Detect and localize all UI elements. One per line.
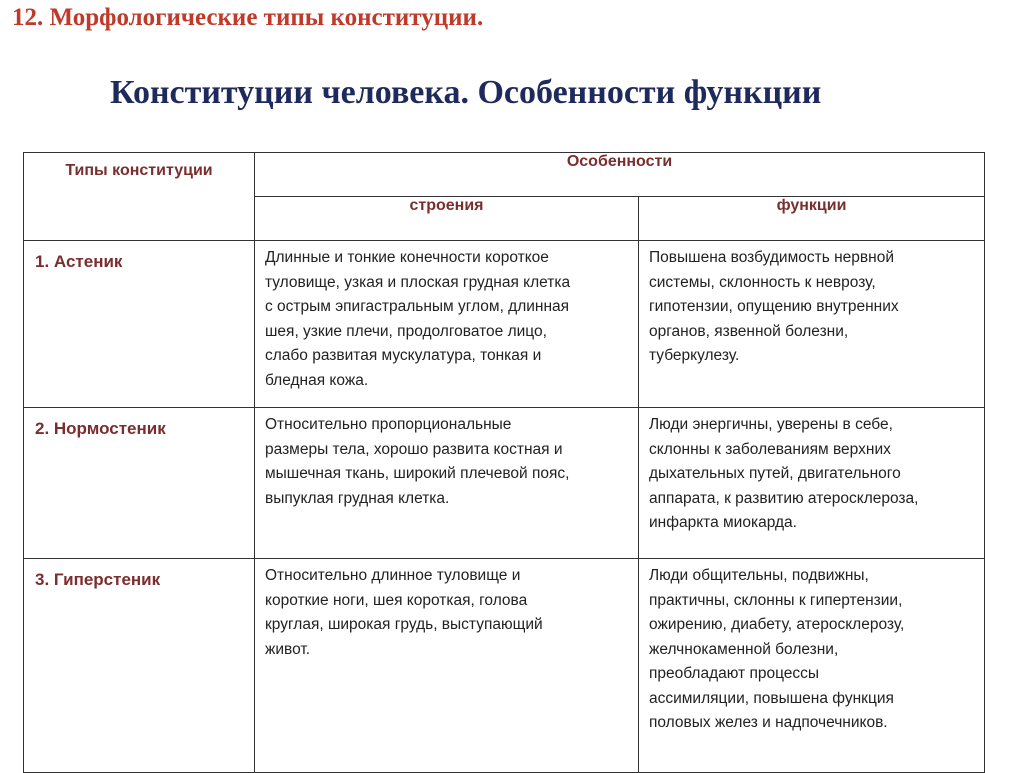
- text-line: преобладают процессы: [649, 665, 820, 682]
- column-header-structure: строения: [255, 197, 639, 241]
- text-line: склонны к заболеваниям верхних: [649, 440, 891, 458]
- text-line: слабо развитая мускулатура, тонкая и: [265, 347, 542, 364]
- type-name: 3. Гиперстеник: [24, 559, 255, 773]
- text-line: желчнокаменной болезни,: [649, 640, 839, 658]
- type-name: 1. Астеник: [24, 241, 255, 408]
- structure-cell: [255, 559, 639, 773]
- function-cell: [639, 241, 985, 408]
- table-row: [24, 559, 985, 773]
- text-line: половых желез и надпочечников.: [649, 714, 888, 731]
- structure-cell: [255, 241, 639, 408]
- type-name: 2. Нормостеник: [24, 408, 255, 559]
- column-header-features: Особенности: [255, 153, 985, 197]
- column-header-function: функции: [639, 197, 985, 241]
- page-title: Конституции человека. Особенности функции: [110, 74, 822, 111]
- function-cell: [639, 559, 985, 773]
- text-line: мышечная ткань, широкий плечевой пояс,: [265, 465, 570, 482]
- constitution-table: [23, 152, 985, 773]
- text-line: дыхательных путей, двигательного: [649, 465, 901, 482]
- text-line: Относительно пропорциональные: [265, 416, 512, 433]
- column-header-types: Типы конституции: [24, 153, 255, 241]
- text-line: бледная кожа.: [265, 371, 369, 389]
- text-line: Длинные и тонкие конечности короткое: [265, 249, 549, 266]
- text-line: живот.: [265, 640, 311, 658]
- text-line: системы, склонность к неврозу,: [649, 273, 876, 291]
- function-cell: [639, 408, 985, 559]
- text-line: инфаркта миокарда.: [649, 514, 797, 531]
- text-line: гипотензии, опущению внутренних: [649, 298, 899, 315]
- text-line: короткие ноги, шея короткая, голова: [265, 591, 528, 609]
- text-line: практичны, склонны к гипертензии,: [649, 591, 903, 609]
- header-title: 12. Морфологические типы конституции.: [12, 4, 484, 31]
- text-line: аппарата, к развитию атеросклероза,: [649, 489, 919, 507]
- text-line: Люди общительны, подвижны,: [649, 567, 869, 584]
- text-line: ассимиляции, повышена функция: [649, 689, 894, 707]
- text-line: круглая, широкая грудь, выступающий: [265, 616, 543, 633]
- table-header-row: [24, 153, 985, 197]
- text-line: Относительно длинное туловище и: [265, 567, 521, 584]
- text-line: ожирению, диабету, атеросклерозу,: [649, 616, 905, 633]
- text-line: туловище, узкая и плоская грудная клетка: [265, 273, 571, 291]
- text-line: Повышена возбудимость нервной: [649, 249, 894, 266]
- text-line: выпуклая грудная клетка.: [265, 489, 450, 507]
- text-line: органов, язвенной болезни,: [649, 322, 849, 340]
- text-line: размеры тела, хорошо развита костная и: [265, 440, 563, 458]
- text-line: шея, узкие плечи, продолговатое лицо,: [265, 322, 547, 340]
- table-row: [24, 241, 985, 408]
- structure-cell: [255, 408, 639, 559]
- text-line: туберкулезу.: [649, 347, 740, 364]
- text-line: Люди энергичны, уверены в себе,: [649, 416, 893, 433]
- text-line: с острым эпигастральным углом, длинная: [265, 298, 570, 315]
- table-row: [24, 408, 985, 559]
